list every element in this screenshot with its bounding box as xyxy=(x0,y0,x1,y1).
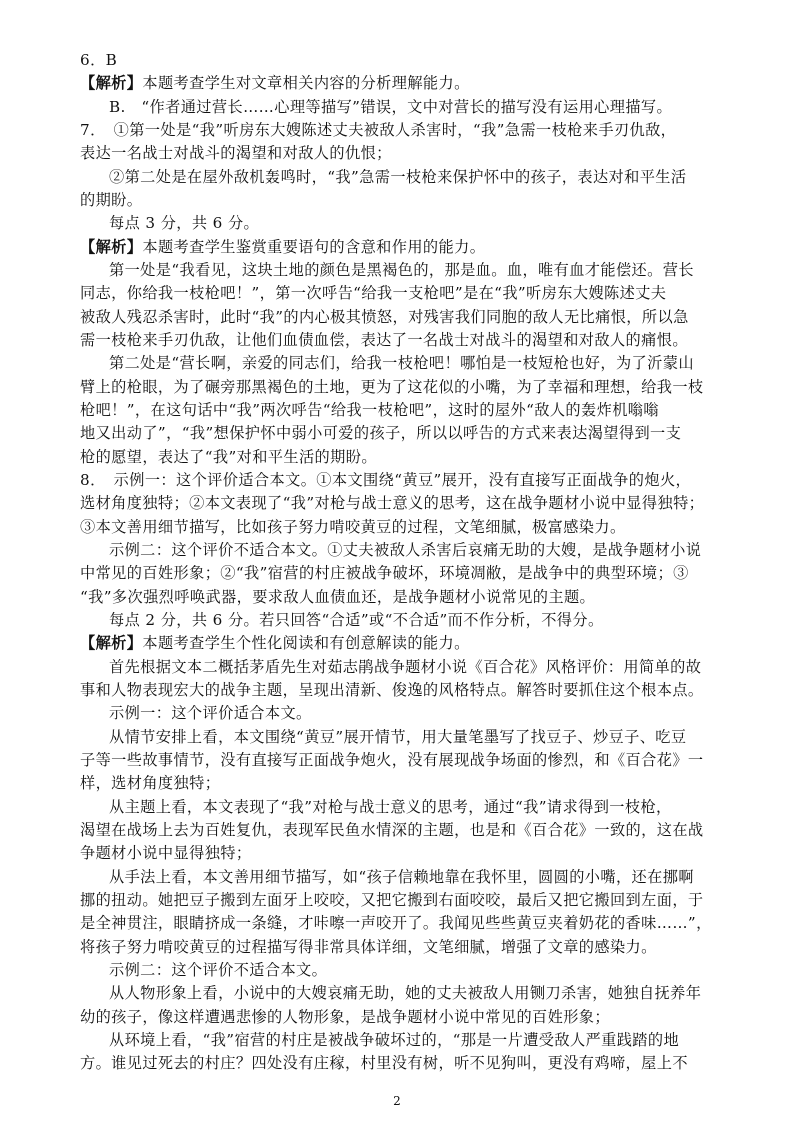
text-line: 地又出动了”，“我”想保护怀中弱小可爱的孩子，所以以呼告的方式来表达渴望得到一支 xyxy=(80,424,682,442)
text-line: “我”多次强烈呼唤武器，要求敌人血债血还，是战争题材小说常见的主题。 xyxy=(80,588,596,606)
text-line: 枪的愿望，表达了“我”对和平生活的期盼。 xyxy=(80,448,377,466)
analysis-7: 【解析】本题考查学生鉴赏重要语句的含意和作用的能力。 xyxy=(80,238,486,256)
text-line: 挪的扭动。她把豆子搬到左面牙上咬咬，又把它搬到右面咬咬，最后又把它搬回到左面，于 xyxy=(80,891,704,909)
text-line: 选材角度独特；②本文表现了“我”对枪与战士意义的思考，这在战争题材小说中显得独特； xyxy=(80,494,705,512)
text-line: 从手法上看，本文善用细节描写，如“孩子信赖地靠在我怀里，圆圆的小嘴，还在挪啊 xyxy=(109,868,694,886)
text-line: 事和人物表现宏大的战争主题，呈现出清新、俊逸的风格特点。解答时要抓住这个根本点。 xyxy=(80,681,704,699)
text-line: 同志，你给我一枝枪吧！”，第一次呼告“给我一支枪吧”是在“我”听房东大嫂陈述丈夫 xyxy=(80,284,667,302)
text-line: 从情节安排上看，本文围绕“黄豆”展开情节，用大量笔墨写了找豆子、炒豆子、吃豆 xyxy=(109,728,687,746)
answer-6: 6．B xyxy=(80,51,118,69)
text-line: 争题材小说中显得独特； xyxy=(80,844,252,862)
text-line: 枪吧！”，在这句话中“我”两次呼告“给我一枝枪吧”，这时的屋外“敌人的轰炸机嗡嗡 xyxy=(80,401,659,419)
text-line: ②第二处是在屋外敌机轰鸣时，“我”急需一枝枪来保护怀中的孩子，表达对和平生活 xyxy=(109,168,687,186)
text-line: 的期盼。 xyxy=(80,191,143,209)
text-line: 子等一些故事情节，没有直接写正面战争炮火，没有展现战争场面的惨烈，和《百合花》一 xyxy=(80,751,704,769)
text-line: 臂上的枪眼，为了碾旁那黑褐色的土地，更为了这花似的小嘴，为了幸福和理想，给我一枝 xyxy=(80,378,704,396)
text-line: 是全神贯注，眼睛挤成一条缝，才咔嚓一声咬开了。我闻见些些黄豆夹着奶花的香味……”， xyxy=(80,914,712,932)
answer-8: 8． 示例一：这个评价适合本文。①本文围绕“黄豆”展开，没有直接写正面战争的炮火， xyxy=(80,471,692,489)
text-line: B. “作者通过营长……心理等描写”错误，文中对营长的描写没有运用心理描写。 xyxy=(109,98,673,116)
analysis-label: 【解析】 xyxy=(80,238,143,256)
score-8: 每点 2 分，共 6 分。若只回答“合适”或“不合适”而不作分析，不得分。 xyxy=(109,611,604,629)
score-7: 每点 3 分，共 6 分。 xyxy=(109,214,260,232)
text-line: 被敌人残忍杀害时，此时“我”的内心极其愤怒，对残害我们同胞的敌人无比痛恨，所以急 xyxy=(80,308,689,326)
text-line: 示例二：这个评价不适合本文。①丈夫被敌人杀害后哀痛无助的大嫂，是战争题材小说 xyxy=(109,541,702,559)
text-line: 将孩子努力啃咬黄豆的过程描写得非常具体详细，文笔细腻，增强了文章的感染力。 xyxy=(80,938,657,956)
text-line: 渴望在战场上去为百姓复仇，表现军民鱼水情深的主题，也是和《百合花》一致的，这在战 xyxy=(80,821,704,839)
text-line: 第一处是“我看见，这块土地的颜色是黑褐色的，那是血。血，唯有血才能偿还。营长 xyxy=(109,261,694,279)
text-line: 第二处是“营长啊，亲爱的同志们，给我一枝枪吧！哪怕是一枝短枪也好，为了沂蒙山 xyxy=(109,354,694,372)
answer-7: 7． ①第一处是“我”听房东大嫂陈述丈夫被敌人杀害时，“我”急需一枝枪来手刃仇敌， xyxy=(80,121,677,139)
text-line: 需一枝枪来手刃仇敌，让他们血债血偿，表达了一名战士对战斗的渴望和对敌人的痛恨。 xyxy=(80,331,688,349)
text-line: 示例一：这个评价适合本文。 xyxy=(109,704,312,722)
analysis-label: 【解析】 xyxy=(80,74,143,92)
text-line: 从主题上看，本文表现了“我”对枪与战士意义的思考，通过“我”请求得到一枝枪， xyxy=(109,798,672,816)
text-line: 从环境上看，“我”宿营的村庄是被战争破坏过的，“那是一片遭受敌人严重践踏的地 xyxy=(109,1031,680,1049)
page-number: 2 xyxy=(393,1094,401,1108)
text-line: 从人物形象上看，小说中的大嫂哀痛无助，她的丈夫被敌人用铡刀杀害，她独自抚养年 xyxy=(109,984,702,1002)
analysis-6: 【解析】本题考查学生对文章相关内容的分析理解能力。 xyxy=(80,74,470,92)
analysis-label: 【解析】 xyxy=(80,634,143,652)
text-line: 表达一名战士对战斗的渴望和对敌人的仇恨； xyxy=(80,144,392,162)
text-line: 幼的孩子，像这样遭遇悲惨的人物形象，是战争题材小说中常见的百姓形象； xyxy=(80,1008,610,1026)
text-line: ③本文善用细节描写，比如孩子努力啃咬黄豆的过程，文笔细腻，极富感染力。 xyxy=(80,518,626,536)
text-line: 示例二：这个评价不适合本文。 xyxy=(109,961,328,979)
text-line: 样，选材角度独特； xyxy=(80,774,221,792)
analysis-8: 【解析】本题考查学生个性化阅读和有创意解读的能力。 xyxy=(80,634,470,652)
text-line: 方。谁见过死去的村庄？四处没有庄稼，村里没有树，听不见狗叫，更没有鸡啼，屋上不 xyxy=(80,1054,688,1072)
text-line: 中常见的百姓形象；②“我”宿营的村庄被战争破坏，环境凋敝，是战争中的典型环境；③ xyxy=(80,564,689,582)
text-line: 首先根据文本二概括茅盾先生对茹志鹃战争题材小说《百合花》风格评价：用简单的故 xyxy=(109,658,702,676)
